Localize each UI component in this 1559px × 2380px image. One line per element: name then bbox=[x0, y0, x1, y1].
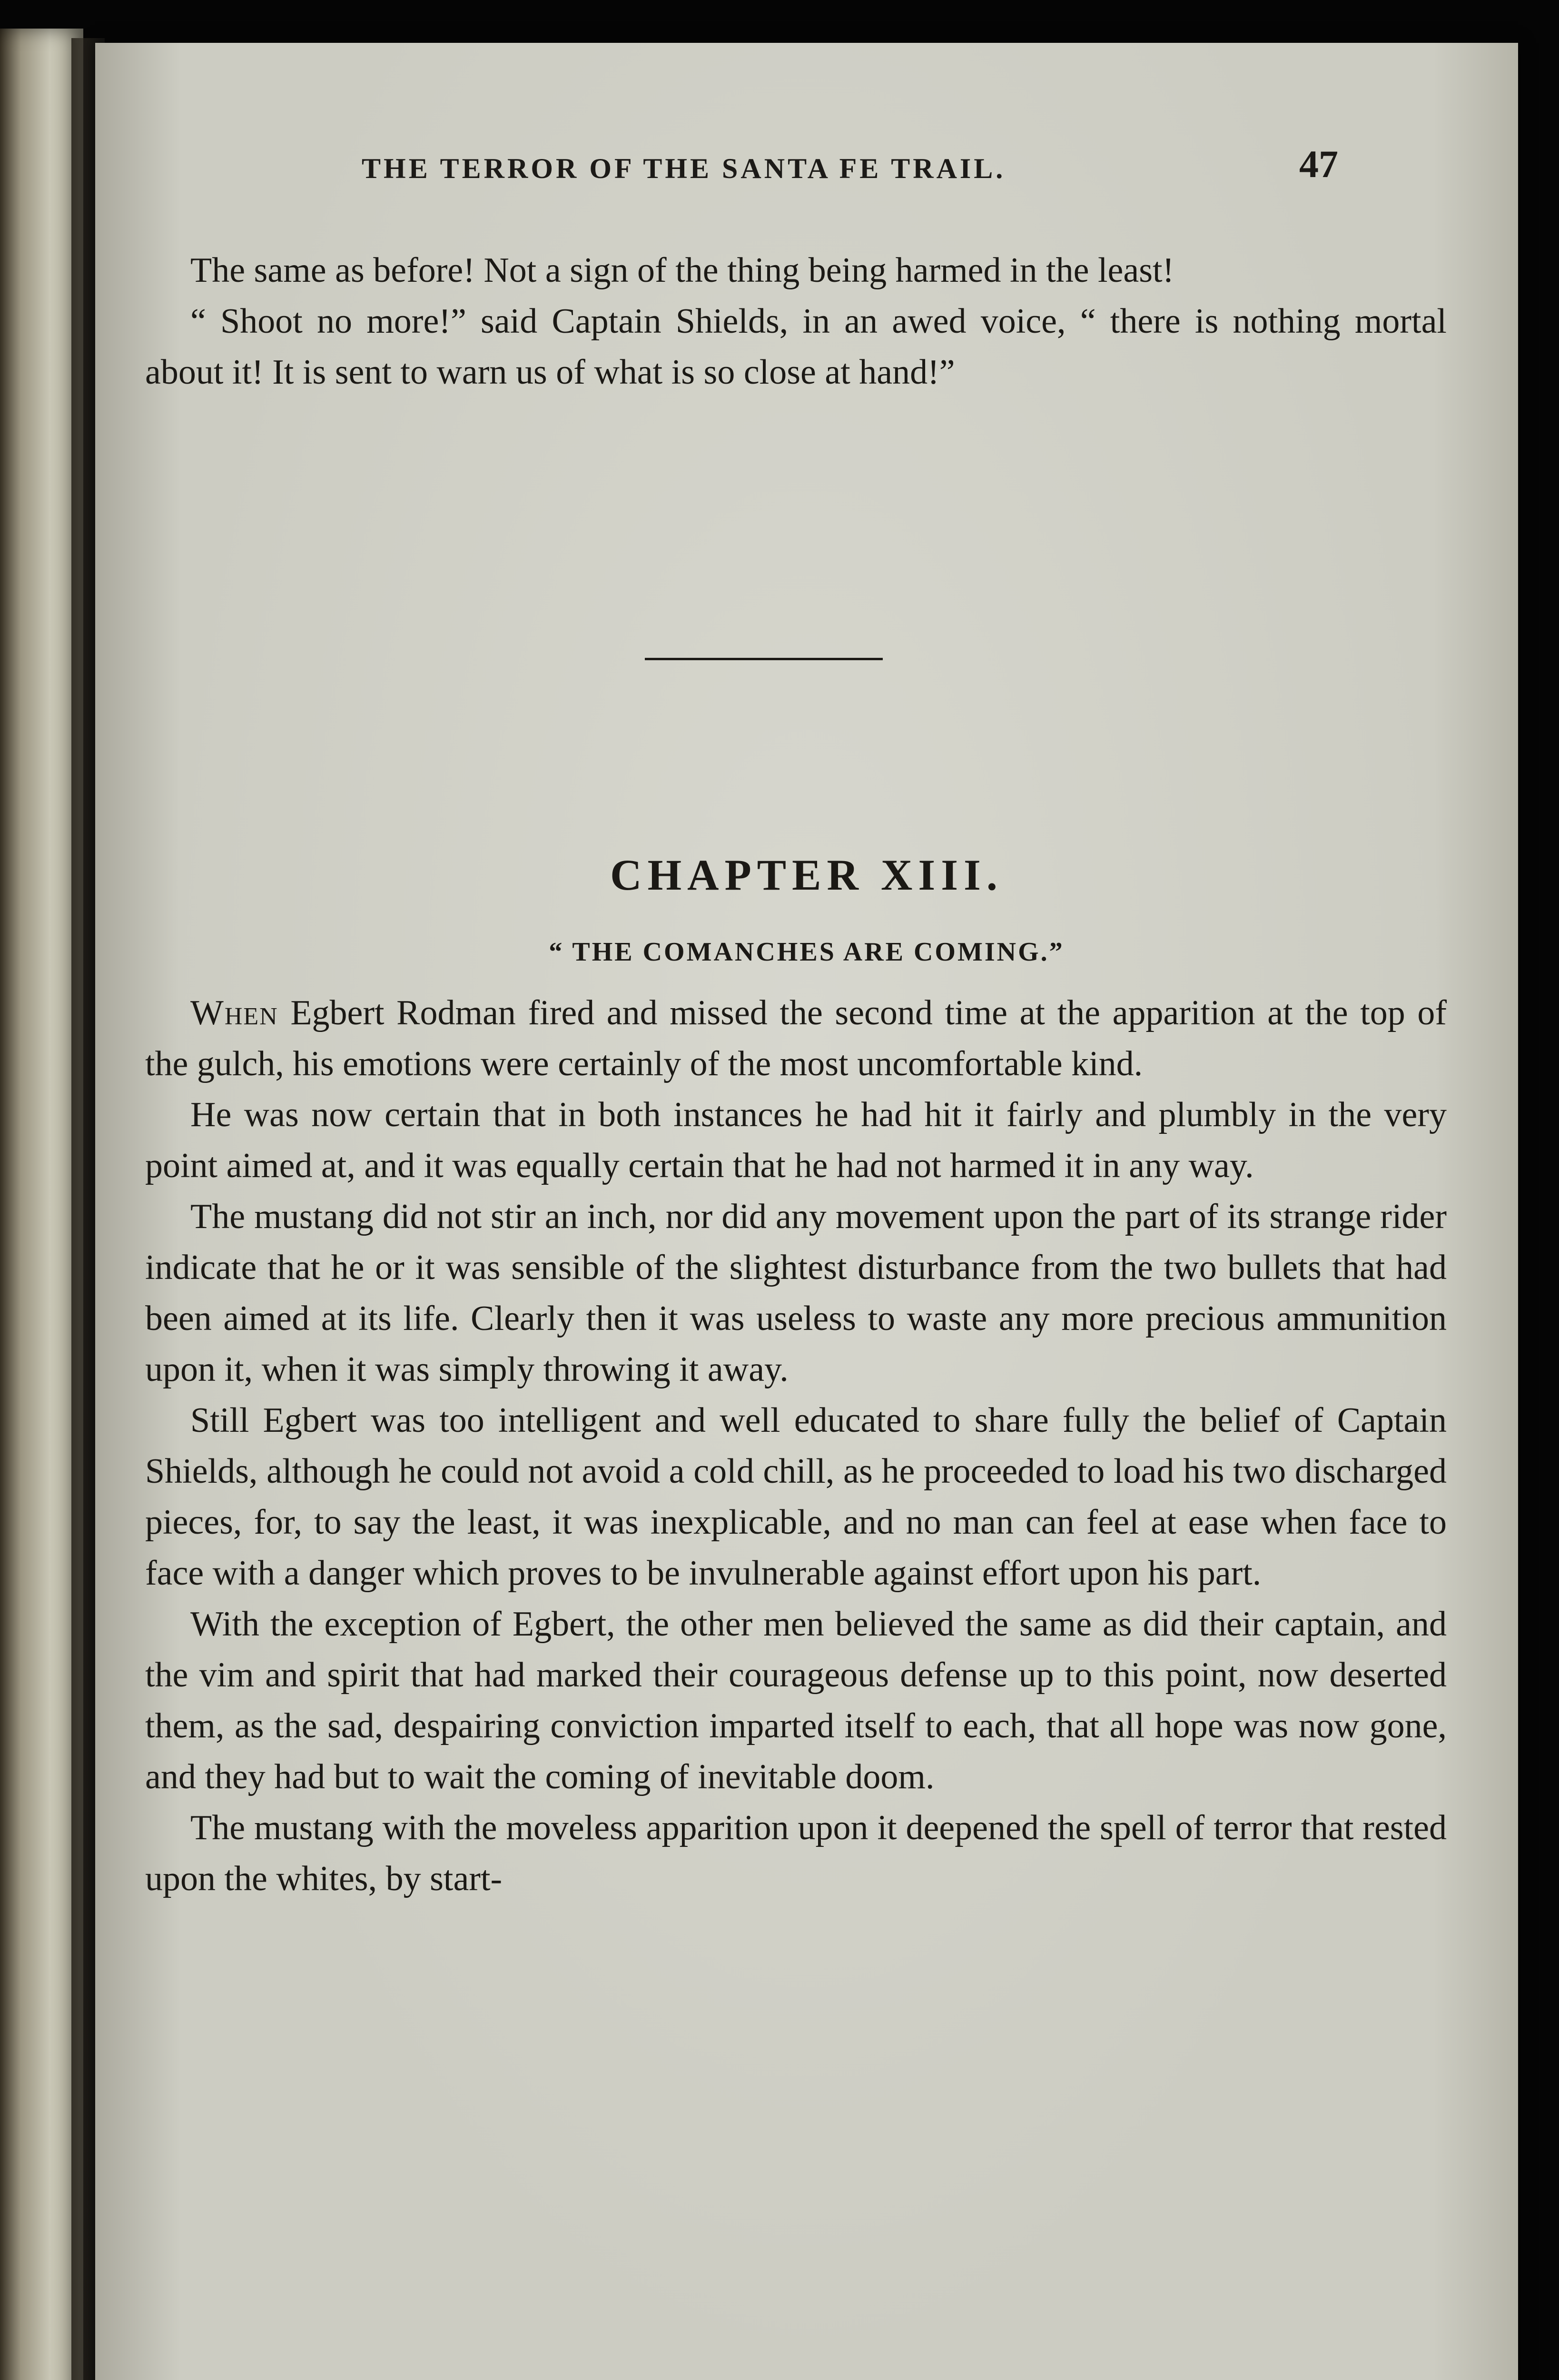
chapter-first-word: When bbox=[190, 993, 278, 1032]
paragraph: Still Egbert was too intelligent and well educated to share fully the belief of Captain Shields, although he could not avoid a cold chill, as he proceeded to load his two discharged pieces, for, to say the least, it was inexplicable, and no man can feel at ease when face to face with a danger which proves to be invulnerable against effort upon his part. bbox=[145, 1401, 1447, 1593]
paragraph: He was now certain that in both instances he had hit it fairly and plumbly in the very point aimed at, and it was equally certain that he had not harmed it in any way. bbox=[145, 1095, 1447, 1185]
paragraph: The mustang did not stir an inch, nor did any movement upon the part of its strange rider indicate that he or it was sensible of the slightest disturbance from the two bullets that had been aimed at its life. Clearly then it was useless to waste any more precious ammunition upon it, when it was simply throwing it away. bbox=[145, 1197, 1447, 1389]
running-title: THE TERROR OF THE SANTA FE TRAIL. bbox=[362, 153, 1006, 184]
running-head bbox=[95, 142, 1518, 200]
paragraph: With the exception of Egbert, the other men believed the same as did their captain, and the vim and spirit that had marked their courageous defense up to this point, now deserted them, as the sad, despairing conviction imparted itself to each, that all hope was now gone, and they had but to wait the coming of inevitable doom. bbox=[145, 1605, 1447, 1796]
chapter-body bbox=[145, 988, 1447, 1904]
paragraph: The mustang with the moveless apparition upon it deepened the spell of terror that rested upon the whites, by start- bbox=[145, 1808, 1447, 1898]
chapter-first-paragraph-text: Egbert Rodman fired and missed the second time at the apparition at the top of the gulch, his emotions were certainly of the most uncomfortable kind. bbox=[145, 993, 1447, 1083]
chapter-subtitle: “ THE COMANCHES ARE COMING.” bbox=[549, 937, 1065, 967]
paragraph: “ Shoot no more!” said Captain Shields, in an awed voice, “ there is nothing mortal about it! It is sent to warn us of what is so close at hand!” bbox=[145, 302, 1447, 392]
facing-page-edge bbox=[0, 29, 83, 2380]
opening-text bbox=[145, 245, 1447, 398]
paragraph: The same as before! Not a sign of the thing being harmed in the least! bbox=[190, 251, 1174, 290]
book-page bbox=[95, 43, 1518, 2380]
page-number: 47 bbox=[1299, 142, 1338, 186]
chapter-heading: CHAPTER XIII. bbox=[610, 851, 1003, 899]
section-divider bbox=[645, 658, 883, 660]
chapter-first-paragraph bbox=[145, 988, 1447, 1090]
